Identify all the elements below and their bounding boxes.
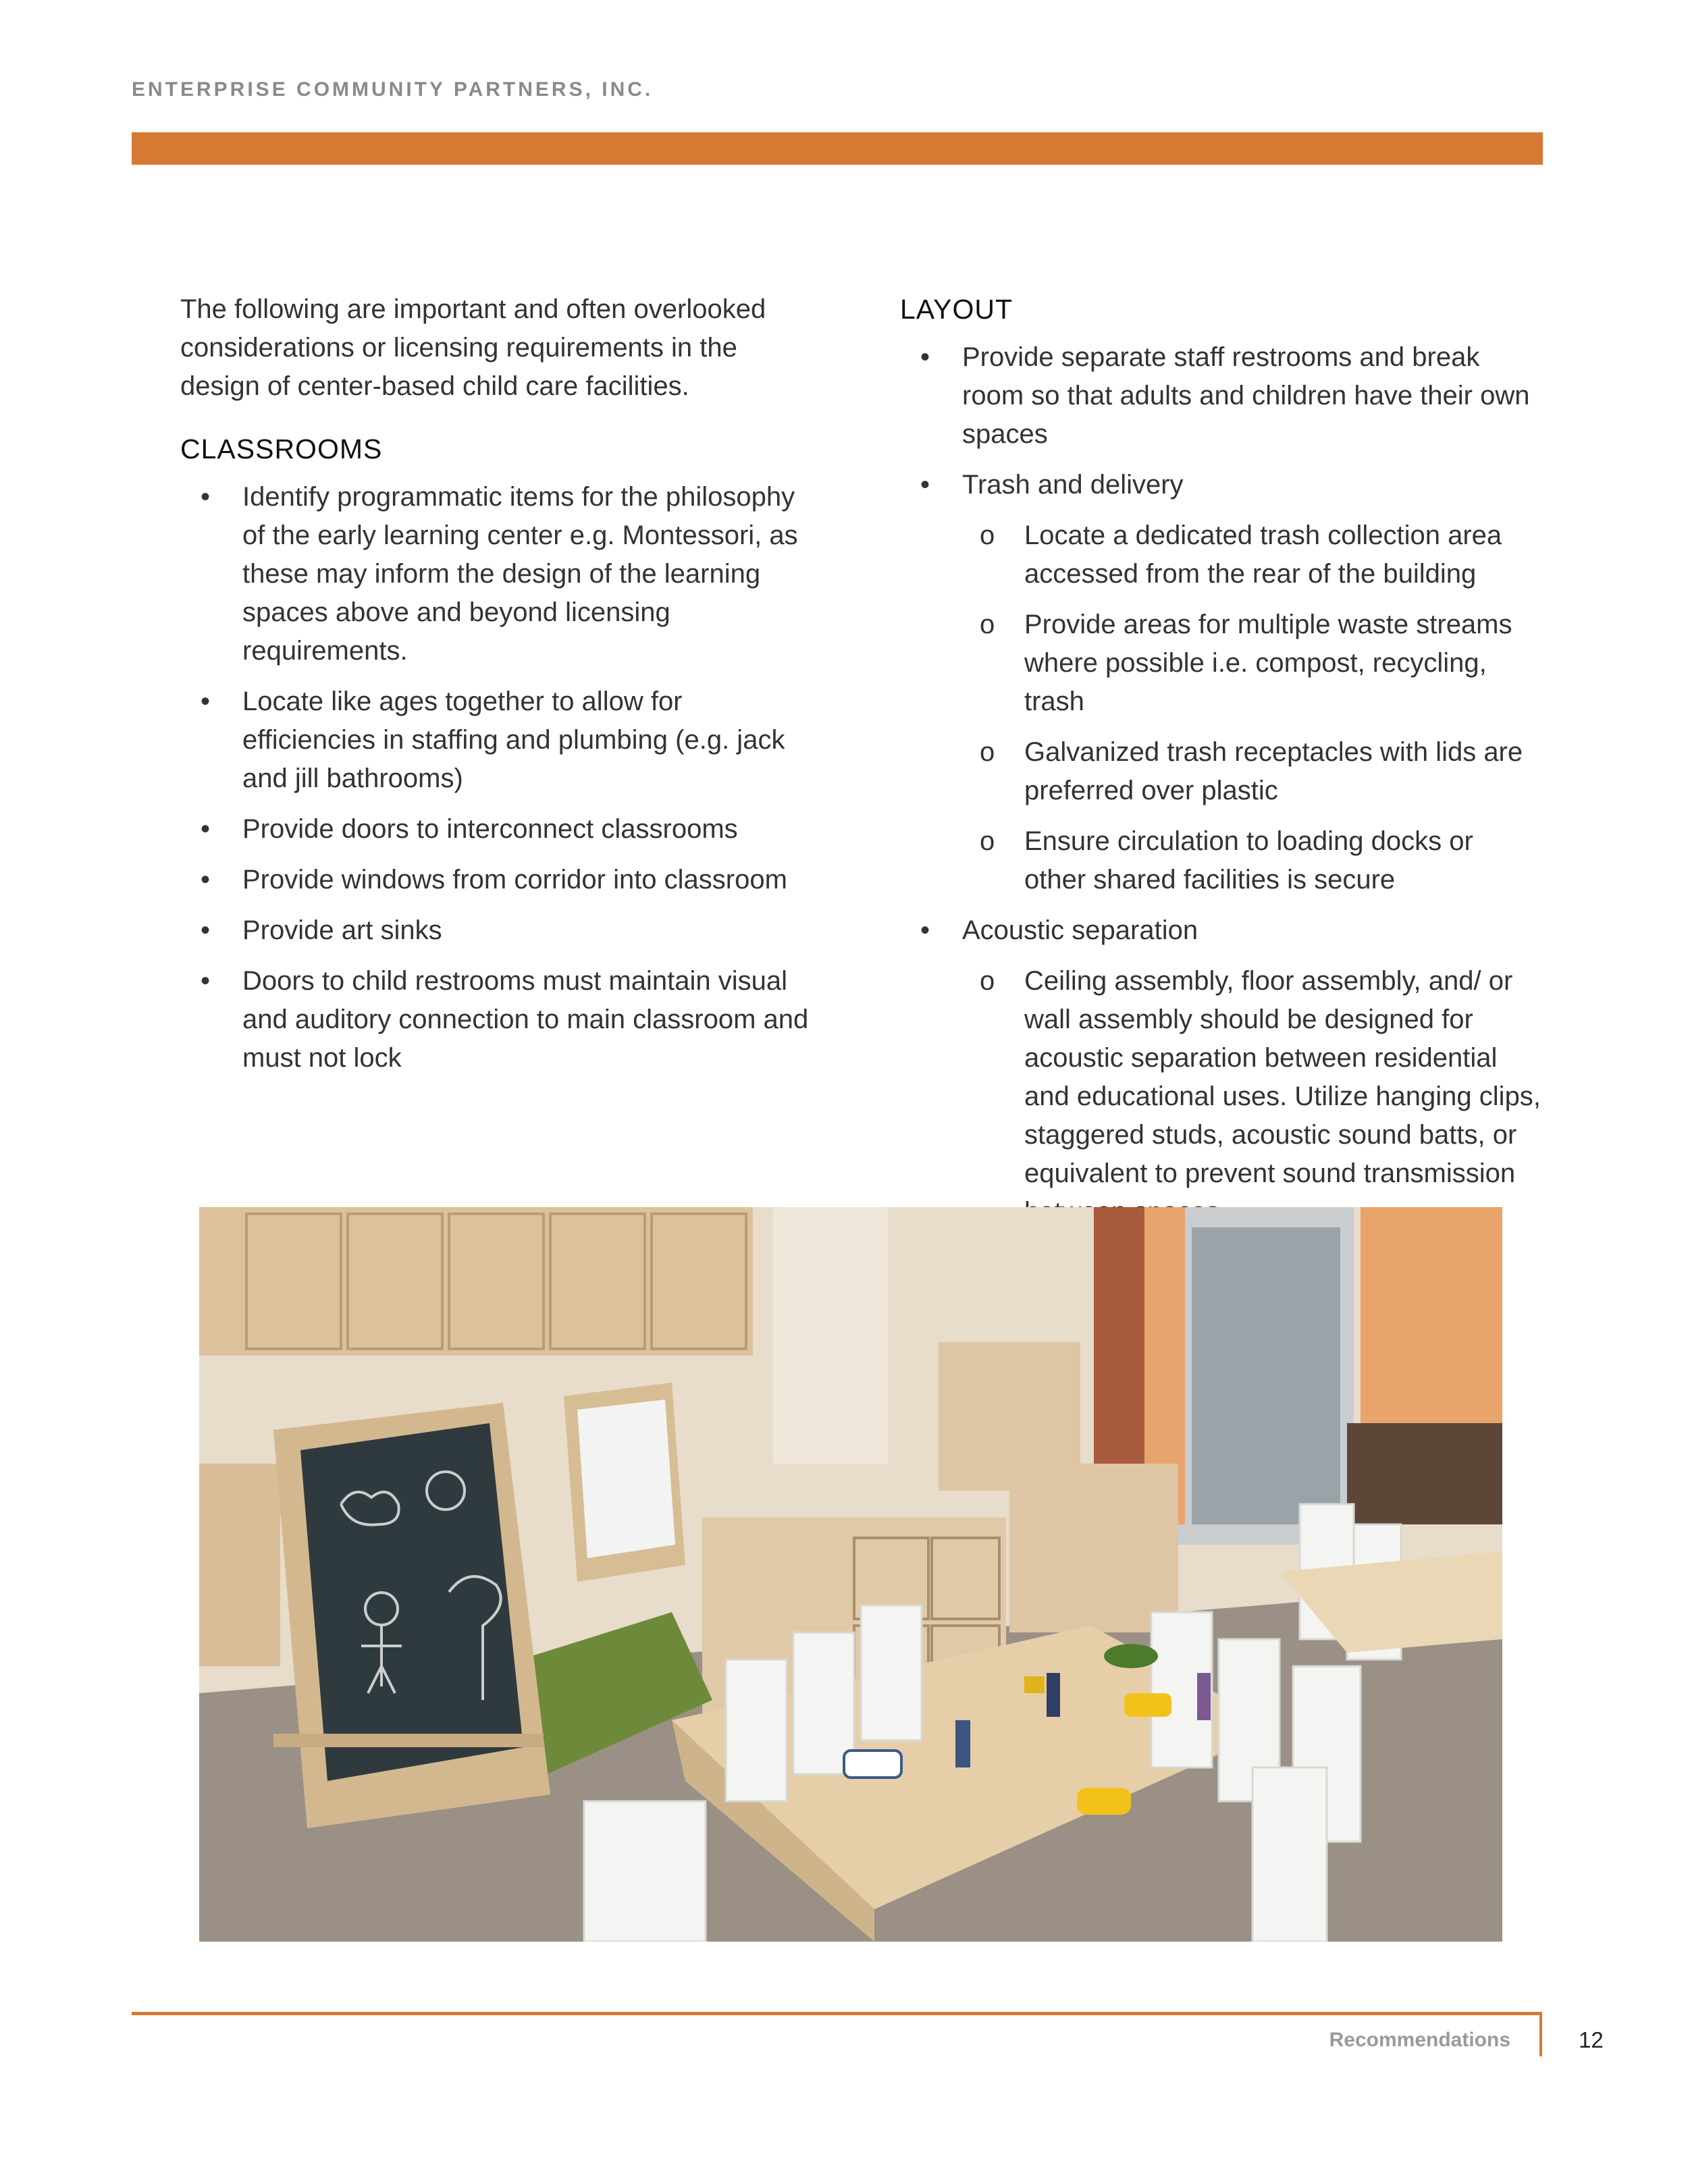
list-item <box>180 478 815 670</box>
footer-divider <box>1539 2012 1542 2056</box>
sub-list-item <box>962 733 1541 810</box>
classrooms-heading: CLASSROOMS <box>180 433 383 464</box>
bullet-icon: • <box>201 865 211 895</box>
bullet-icon: • <box>201 966 211 996</box>
bullet-icon: • <box>201 482 211 512</box>
list-item-text: Provide art sinks <box>242 915 442 945</box>
page-number: 12 <box>1579 2027 1604 2052</box>
bullet-icon: • <box>920 342 930 372</box>
circle-bullet-icon: o <box>980 610 995 639</box>
classroom-photo <box>199 1207 1502 1942</box>
classrooms-list <box>180 478 815 1077</box>
list-item <box>900 466 1541 899</box>
left-column <box>180 290 815 1090</box>
circle-bullet-icon: o <box>980 521 995 550</box>
sub-list-item <box>962 606 1541 721</box>
layout-heading: LAYOUT <box>900 294 1013 325</box>
list-item <box>180 683 815 798</box>
circle-bullet-icon: o <box>980 737 995 767</box>
list-item <box>180 911 815 950</box>
list-item-text: Provide windows from corridor into classroom <box>242 865 787 895</box>
sub-list-item <box>962 516 1541 593</box>
sub-list-item-text: Ceiling assembly, floor assembly, and/ or wall assembly should be designed for acoustic separation between residential and educational uses. Utilize hanging clips, staggered studs, acoustic sound batts, or equivalent to prevent sound transmission <box>1024 966 1541 1188</box>
bullet-icon: • <box>920 470 930 500</box>
right-column <box>900 290 1541 1244</box>
sub-list-item <box>962 822 1541 899</box>
circle-bullet-icon: o <box>980 826 995 856</box>
layout-list <box>900 338 1541 1231</box>
list-item-text: Provide doors to interconnect classrooms <box>242 814 738 844</box>
list-item-text: Identify programmatic items for the philosophy of the early learning center e.g. Montessori, as these may inform the design of the learning spaces above and beyond licensing requirements. <box>242 482 798 666</box>
list-item-text: Trash and delivery <box>962 470 1184 500</box>
list-item <box>180 810 815 849</box>
list-item <box>180 861 815 899</box>
intro-paragraph: The following are important and often overlooked considerations or licensing requirements in the design of center-based child care facilities. <box>180 294 766 401</box>
footer-section-label: Recommendations <box>1329 2029 1510 2051</box>
list-item-text: Provide separate staff restrooms and break room so that adults and children have their own spaces <box>962 342 1530 449</box>
org-name: ENTERPRISE COMMUNITY PARTNERS, INC. <box>132 78 654 101</box>
sub-list <box>962 962 1541 1231</box>
sub-list <box>962 516 1541 899</box>
sub-list-item-text: Ensure circulation to loading docks or other shared facilities is secure <box>1024 826 1473 895</box>
footer-rule <box>132 2012 1541 2015</box>
list-item-text: Locate like ages together to allow for efficiencies in staffing and plumbing (e.g. jack and jill bathrooms) <box>242 687 785 793</box>
sub-list-item-text: Galvanized trash receptacles with lids are preferred over plastic <box>1024 737 1523 805</box>
list-item-text: Doors to child restrooms must maintain visual and auditory connection to main classroom and must not lock <box>242 966 809 1073</box>
list-item <box>900 911 1541 1231</box>
header-accent-bar <box>132 132 1543 165</box>
sub-list-item <box>962 962 1541 1231</box>
list-item <box>900 338 1541 454</box>
circle-bullet-icon: o <box>980 966 995 996</box>
list-item <box>180 962 815 1077</box>
sub-list-item-text: Locate a dedicated trash collection area accessed from the rear of the building <box>1024 521 1502 589</box>
list-item-text: Acoustic separation <box>962 915 1198 945</box>
bullet-icon: • <box>201 915 211 945</box>
bullet-icon: • <box>920 915 930 945</box>
bullet-icon: • <box>201 687 211 716</box>
bullet-icon: • <box>201 814 211 844</box>
sub-list-item-text: Provide areas for multiple waste streams where possible i.e. compost, recycling, trash <box>1024 610 1512 716</box>
